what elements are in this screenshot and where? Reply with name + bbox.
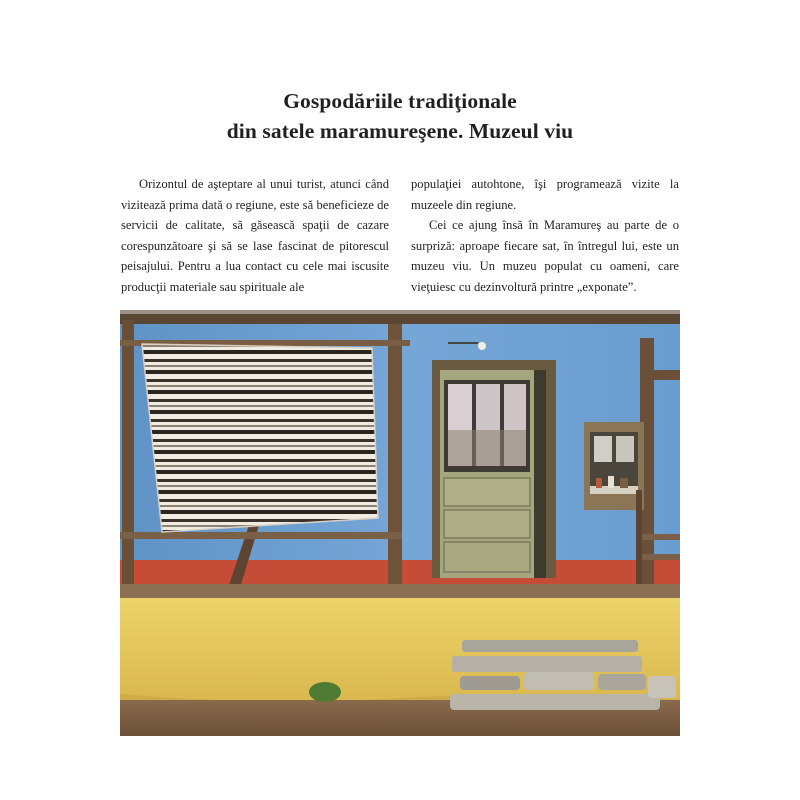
striped-rug <box>142 344 378 532</box>
paragraph: Orizontul de aşteptare al unui turist, atunci când vizitează prima dată o regiune, este să beneficieze de servicii de calitate, să găsească spaţii de cazare corespunzătoare şi să se lase fascinat de pitorescul peisajului. Pentru a lua contact cu cele mai iscusite producţii materiale sau spirituale ale <box>121 177 389 294</box>
porch-post <box>388 324 402 588</box>
house-photograph <box>120 310 680 736</box>
right-column <box>411 174 679 298</box>
text-columns <box>121 174 679 298</box>
paragraph: Cei ce ajung însă în Maramureş au parte de o surpriză: aproape fiecare sat, în întregul lui, este un muzeu viu. Un muzeu populat cu oameni, care vieţuiesc cu dezinvoltură printre „exponate”. <box>411 218 679 294</box>
house-illustration <box>120 310 680 736</box>
page-title <box>120 86 680 146</box>
left-column <box>121 174 389 298</box>
porch-post <box>122 320 134 588</box>
title-line-1: Gospodăriile tradiţionale <box>283 89 517 113</box>
title-line-2: din satele maramureşene. Muzeul viu <box>226 119 574 143</box>
paragraph-continued: populaţiei autohtone, îşi programează vizite la muzeele din regiune. <box>411 177 679 212</box>
grass-tuft <box>309 682 341 702</box>
porch-beam <box>120 584 680 598</box>
